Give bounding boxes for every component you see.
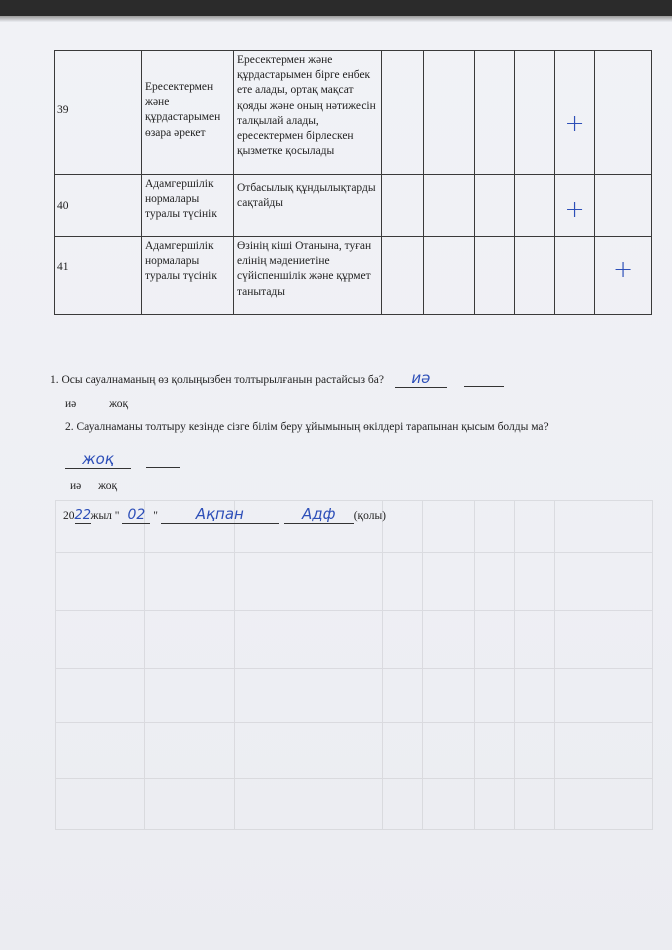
show-through-back-page <box>55 500 653 830</box>
row-category: Адамгершілік нормалары туралы түсінік <box>142 175 234 237</box>
table-row <box>55 237 652 315</box>
row-category: Адамгершілік нормалары туралы түсінік <box>142 237 234 315</box>
row-description: Отбасылық құндылықтарды сақтайды <box>234 175 382 237</box>
signature-field[interactable] <box>284 505 354 524</box>
row-description: Ересектермен жəне құрдастарымен бірге енбек ете алады, ортақ мақсат қояды жəне оның нəтижесін талқылай алады, ересектермен бірлескен қызметке қосылады <box>234 51 382 175</box>
assessment-table <box>54 50 652 315</box>
table-row <box>55 51 652 175</box>
row-category: Ересектермен жəне құрдастарымен өзара əрекет <box>142 51 234 175</box>
month-field[interactable]: Ақпан <box>161 505 279 524</box>
row-number: 39 <box>55 51 142 175</box>
mark-cell <box>555 175 595 237</box>
question-1-answer: иə <box>411 369 431 387</box>
question-2-answer-field[interactable] <box>65 450 131 469</box>
scan-top-edge <box>0 0 672 16</box>
plus-mark: + <box>564 195 585 223</box>
question-1-text: 1. Осы сауалнаманың өз қолыңызбен толтырылғанын растайсыз ба? <box>50 374 384 386</box>
row-number: 41 <box>55 237 142 315</box>
question-1 <box>50 369 504 388</box>
question-1-answer-field[interactable] <box>395 369 447 388</box>
question-2 <box>65 421 549 433</box>
question-1-options <box>65 398 128 410</box>
plus-mark: + <box>612 255 634 283</box>
option-no[interactable]: жоқ <box>109 398 129 410</box>
option-yes[interactable]: иə <box>65 398 77 410</box>
day-field[interactable]: 02 <box>122 507 150 524</box>
signature: Адф <box>301 505 336 523</box>
option-yes[interactable]: иə <box>70 480 82 492</box>
mark-cell <box>555 51 595 175</box>
row-number: 40 <box>55 175 142 237</box>
row-description: Өзінің кіші Отанына, туған елінің мəдениетіне сүйіспеншілік жəне құрмет танытады <box>234 237 382 315</box>
mark-cell <box>595 237 652 315</box>
question-2-text: 2. Сауалнаманы толтыру кезінде сізге білім беру ұйымының өкілдері тарапынан қысым болды ма? <box>65 421 549 433</box>
table-row <box>55 175 652 237</box>
question-2-answer: жоқ <box>82 450 114 468</box>
year-field[interactable]: 22 <box>74 508 92 523</box>
plus-mark: + <box>564 109 585 137</box>
question-2-options <box>70 480 117 492</box>
option-no[interactable]: жоқ <box>98 480 118 492</box>
question-2-answer-row <box>65 450 180 469</box>
date-signature-line: 2022жыл " 02 " Ақпан Адф (қолы) <box>63 505 386 523</box>
